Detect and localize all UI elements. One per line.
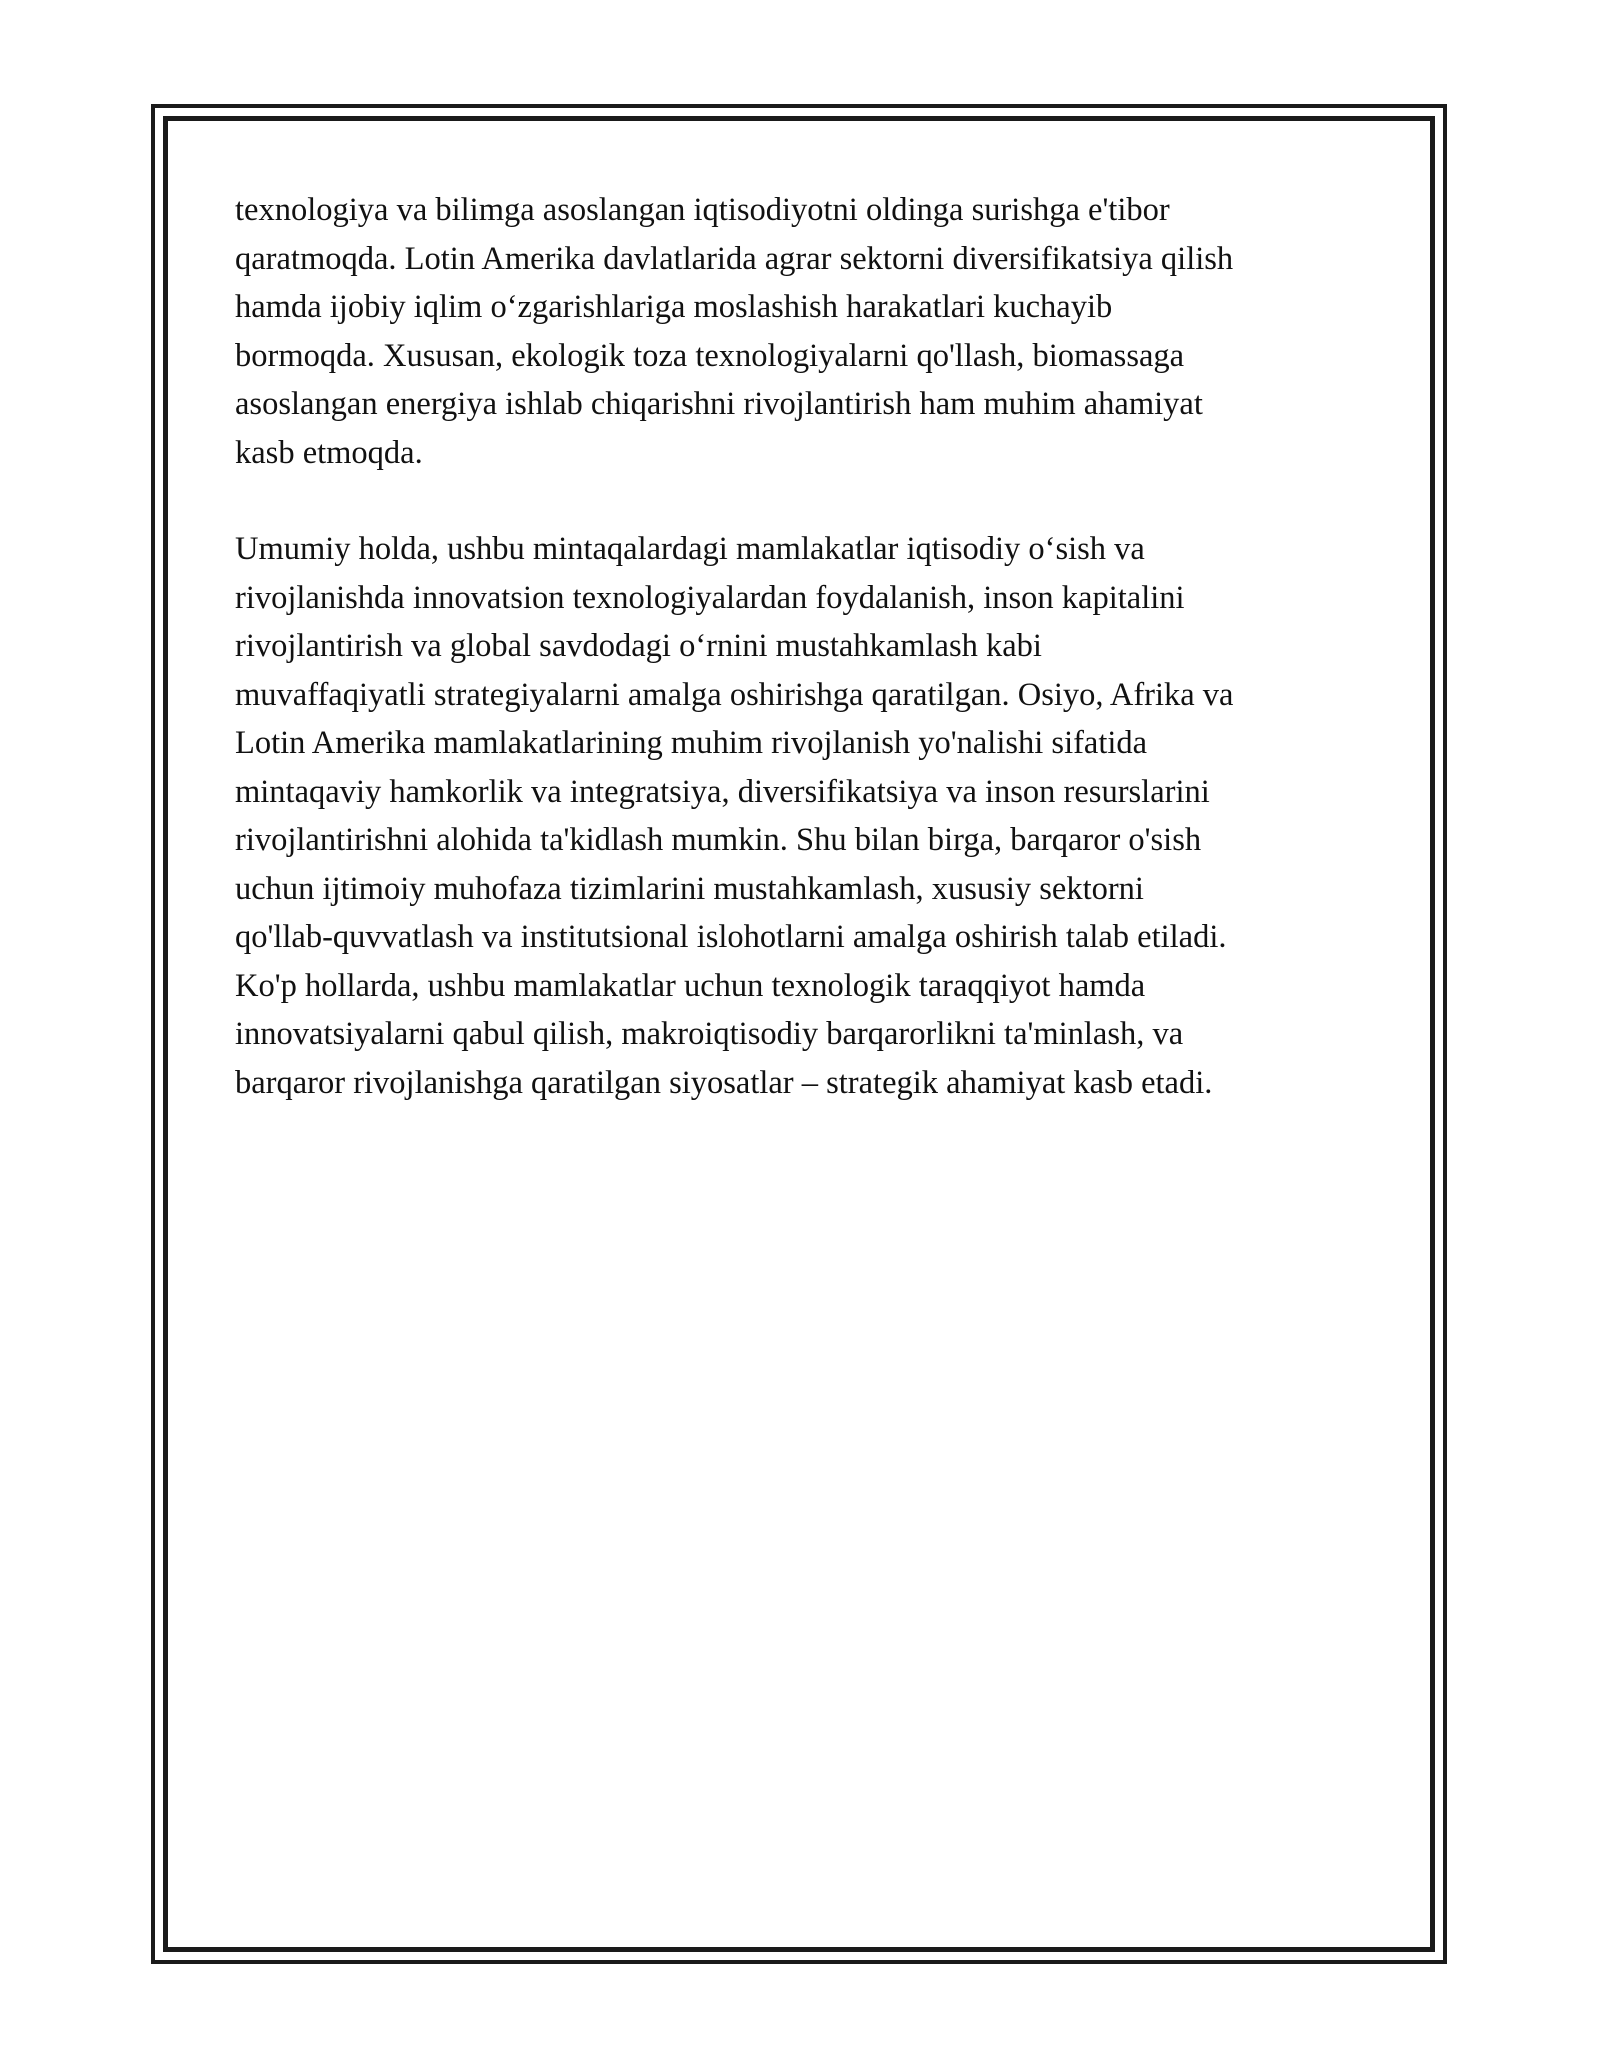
document-body	[235, 186, 1385, 1107]
line: Ko'p hollarda, ushbu mamlakatlar uchun texnologik taraqqiyot hamda	[235, 967, 1146, 1004]
line: mintaqaviy hamkorlik va integratsiya, diversifikatsiya va inson resurslarini	[235, 773, 1210, 810]
line: muvaffaqiyatli strategiyalarni amalga oshirishga qaratilgan. Osiyo, Afrika va	[235, 676, 1234, 713]
line: hamda ijobiy iqlim o‘zgarishlariga moslashish harakatlari kuchayib	[235, 289, 1113, 325]
paragraph-2	[235, 525, 1385, 1107]
line: Lotin Amerika mamlakatlarining muhim rivojlanish yo'nalishi sifatida	[235, 725, 1148, 761]
line: bormoqda. Xususan, ekologik toza texnologiyalarni qo'llash, biomassaga	[235, 337, 1185, 374]
line: rivojlantirishni alohida ta'kidlash mumkin. Shu bilan birga, barqaror o'sish	[235, 822, 1202, 858]
line: uchun ijtimoiy muhofaza tizimlarini mustahkamlash, xususiy sektorni	[235, 870, 1144, 907]
line: qo'llab-quvvatlash va institutsional islohotlarni amalga oshirish talab etiladi.	[235, 919, 1227, 955]
line: qaratmoqda. Lotin Amerika davlatlarida agrar sektorni diversifikatsiya qilish	[235, 240, 1234, 277]
line: kasb etmoqda.	[235, 434, 423, 471]
line: innovatsiyalarni qabul qilish, makroiqtisodiy barqarorlikni ta'minlash, va	[235, 1016, 1184, 1052]
line: barqaror rivojlanishga qaratilgan siyosatlar – strategik ahamiyat kasb etadi.	[235, 1064, 1213, 1101]
line: texnologiya va bilimga asoslangan iqtisodiyotni oldinga surishga e'tibor	[235, 192, 1170, 228]
line: rivojlanishda innovatsion texnologiyalardan foydalanish, inson kapitalini	[235, 579, 1185, 616]
line: asoslangan energiya ishlab chiqarishni rivojlantirish ham muhim ahamiyat	[235, 386, 1203, 422]
line: rivojlantirish va global savdodagi o‘rnini mustahkamlash kabi	[235, 628, 1042, 664]
paragraph-1	[235, 186, 1385, 477]
line: Umumiy holda, ushbu mintaqalardagi mamlakatlar iqtisodiy o‘sish va	[235, 531, 1145, 567]
